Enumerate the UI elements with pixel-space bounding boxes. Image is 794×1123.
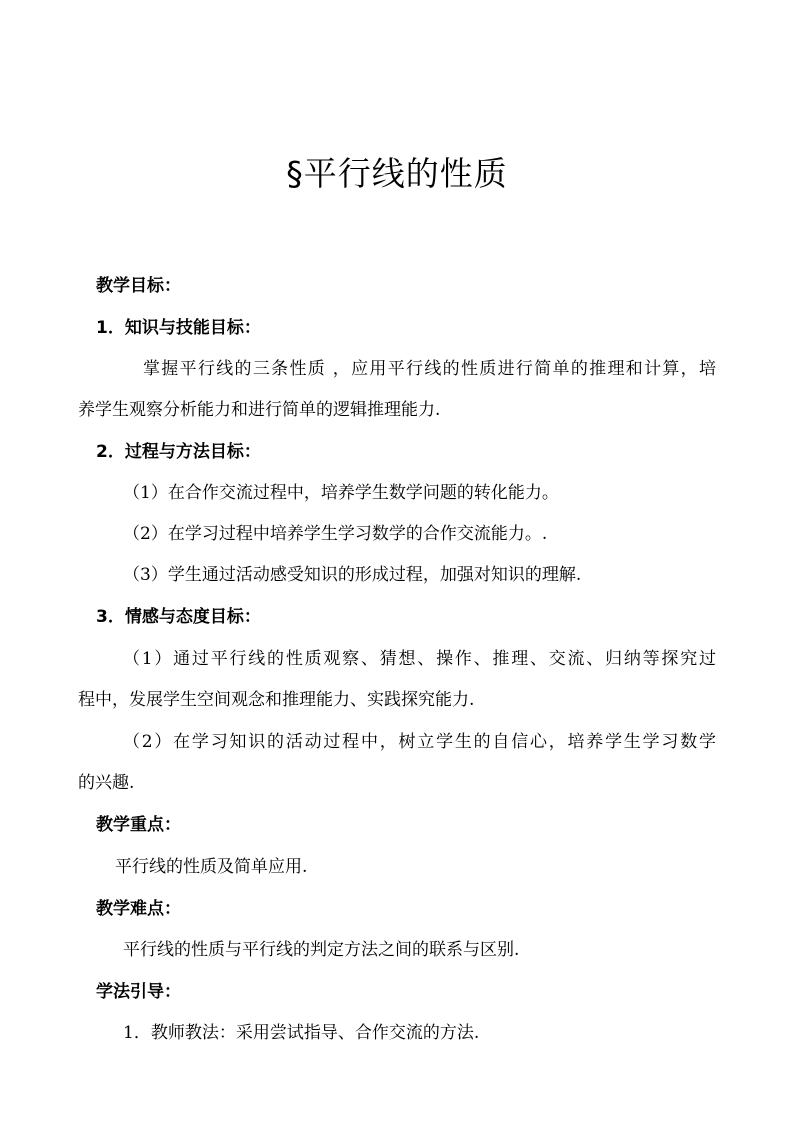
objective-2-item-2: （2）在学习过程中培养学生学习数学的合作交流能力。. — [123, 524, 548, 544]
objective-1-heading: 1．知识与技能目标： — [96, 318, 261, 338]
objective-2-heading: 2．过程与方法目标： — [96, 442, 261, 462]
objectives-heading: 教学目标： — [96, 276, 181, 296]
learning-guide-heading: 学法引导： — [96, 982, 181, 1002]
objective-1-line-2: 养学生观察分析能力和进行简单的逻辑推理能力. — [78, 400, 441, 420]
page-title: §平行线的性质 — [286, 154, 508, 193]
objective-2-item-3: （3）学生通过活动感受知识的形成过程，加强对知识的理解. — [123, 565, 582, 585]
difficulties-heading: 教学难点： — [96, 899, 181, 919]
objective-3-item-1-line-1: （1）通过平行线的性质观察、猜想、操作、推理、交流、归纳等探究过 — [123, 649, 716, 669]
objective-1-line-1: 掌握平行线的三条性质 ，应用平行线的性质进行简单的推理和计算，培 — [143, 359, 716, 379]
objective-3-item-1-line-2: 程中，发展学生空间观念和推理能力、实践探究能力. — [78, 690, 475, 710]
objective-2-item-1: （1）在合作交流过程中，培养学生数学问题的转化能力。 — [123, 483, 559, 503]
key-points-heading: 教学重点： — [96, 815, 181, 835]
learning-guide-item-1: 1．教师教法：采用尝试指导、合作交流的方法. — [123, 1023, 480, 1043]
objective-3-item-2-line-2: 的兴趣. — [78, 773, 135, 793]
objective-3-heading: 3．情感与态度目标： — [96, 607, 261, 627]
objective-3-item-2-line-1: （2）在学习知识的活动过程中，树立学生的自信心，培养学生学习数学 — [123, 732, 716, 752]
key-points-text: 平行线的性质及简单应用. — [115, 857, 308, 877]
difficulties-text: 平行线的性质与平行线的判定方法之间的联系与区别. — [123, 940, 520, 960]
